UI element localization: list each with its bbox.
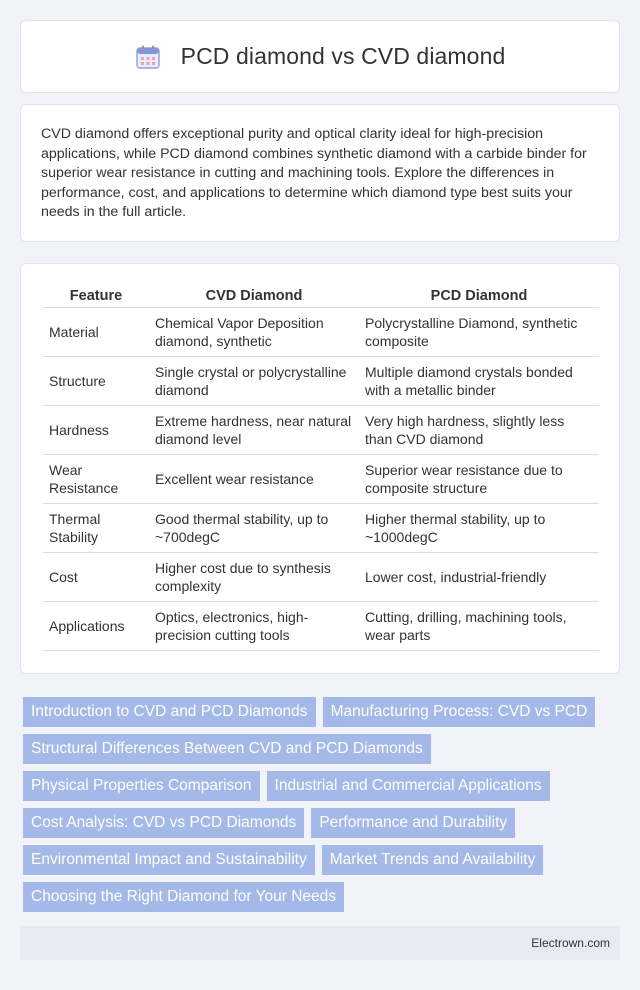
table-row	[43, 406, 599, 455]
row-cvd-value: Optics, electronics, high-precision cutting tools	[149, 602, 359, 651]
tag-row	[23, 734, 623, 764]
comparison-table-card	[20, 263, 620, 674]
table-header-row	[43, 284, 599, 308]
row-feature: Wear Resistance	[43, 455, 149, 504]
calendar-icon	[135, 44, 161, 70]
table-row	[43, 455, 599, 504]
table-row	[43, 357, 599, 406]
tag-row	[23, 771, 623, 801]
table-row	[43, 602, 599, 651]
tag-market-trends[interactable]: Market Trends and Availability	[322, 845, 544, 875]
row-pcd-value: Polycrystalline Diamond, synthetic composite	[359, 308, 599, 357]
intro-text: CVD diamond offers exceptional purity and optical clarity ideal for high-precision applications, while PCD diamond combines synthetic diamond with a carbide binder for superior wear resistance in cutting and machining tools. Explore the differences in performance, cost, and applications to determine which diamond type best suits your needs in the full article.	[41, 126, 587, 221]
tag-performance-durability[interactable]: Performance and Durability	[311, 808, 515, 838]
topic-tags	[23, 697, 623, 919]
page-title: PCD diamond vs CVD diamond	[180, 43, 506, 69]
row-cvd-value: Excellent wear resistance	[149, 455, 359, 504]
row-cvd-value: Higher cost due to synthesis complexity	[149, 553, 359, 602]
intro-card	[20, 104, 620, 242]
row-pcd-value: Very high hardness, slightly less than CVD diamond	[359, 406, 599, 455]
tag-structural-differences[interactable]: Structural Differences Between CVD and PCD Diamonds	[23, 734, 431, 764]
row-pcd-value: Cutting, drilling, machining tools, wear parts	[359, 602, 599, 651]
row-feature: Cost	[43, 553, 149, 602]
row-pcd-value: Lower cost, industrial-friendly	[359, 553, 599, 602]
row-pcd-value: Multiple diamond crystals bonded with a metallic binder	[359, 357, 599, 406]
row-feature: Hardness	[43, 406, 149, 455]
tag-row	[23, 845, 623, 875]
row-feature: Thermal Stability	[43, 504, 149, 553]
tag-physical-properties[interactable]: Physical Properties Comparison	[23, 771, 260, 801]
tag-introduction[interactable]: Introduction to CVD and PCD Diamonds	[23, 697, 316, 727]
row-feature: Structure	[43, 357, 149, 406]
row-feature: Material	[43, 308, 149, 357]
row-feature: Applications	[43, 602, 149, 651]
tag-row	[23, 808, 623, 838]
tag-row	[23, 697, 623, 727]
tag-choosing-right-diamond[interactable]: Choosing the Right Diamond for Your Needs	[23, 882, 344, 912]
tag-environmental-impact[interactable]: Environmental Impact and Sustainability	[23, 845, 315, 875]
row-pcd-value: Higher thermal stability, up to ~1000degC	[359, 504, 599, 553]
title-card	[20, 20, 620, 93]
table-row	[43, 553, 599, 602]
tag-row	[23, 882, 623, 912]
table-row	[43, 504, 599, 553]
tag-manufacturing-process[interactable]: Manufacturing Process: CVD vs PCD	[323, 697, 596, 727]
row-cvd-value: Good thermal stability, up to ~700degC	[149, 504, 359, 553]
header-cvd-diamond: CVD Diamond	[149, 284, 359, 308]
row-cvd-value: Extreme hardness, near natural diamond level	[149, 406, 359, 455]
row-cvd-value: Single crystal or polycrystalline diamond	[149, 357, 359, 406]
header-feature: Feature	[43, 284, 149, 308]
tag-cost-analysis[interactable]: Cost Analysis: CVD vs PCD Diamonds	[23, 808, 304, 838]
row-cvd-value: Chemical Vapor Deposition diamond, synthetic	[149, 308, 359, 357]
tag-industrial-applications[interactable]: Industrial and Commercial Applications	[267, 771, 550, 801]
table-row	[43, 308, 599, 357]
footer	[20, 926, 620, 960]
footer-source[interactable]: Electrown.com	[531, 936, 610, 950]
header-pcd-diamond: PCD Diamond	[359, 284, 599, 308]
comparison-table	[43, 284, 599, 651]
row-pcd-value: Superior wear resistance due to composite structure	[359, 455, 599, 504]
